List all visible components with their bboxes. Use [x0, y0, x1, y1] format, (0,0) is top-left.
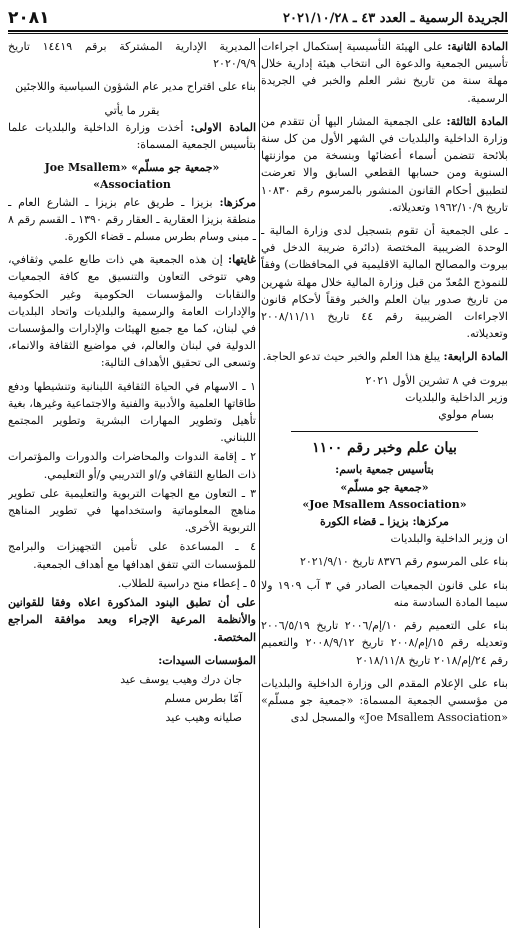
article-3-label: المادة الثالثة:	[446, 114, 508, 128]
goal-item: ٥ ـ إعطاء منح دراسية للطلاب.	[117, 576, 256, 590]
association-hq: مركزها: بزيزا ـ قضاء الكورة	[320, 515, 449, 529]
article-4-label: المادة الرابعة:	[443, 350, 508, 364]
article-4-text: يبلغ هذا العلم والخبر حيث تدعو الحاجة.	[262, 350, 441, 364]
gazette-title: الجريدة الرسمية ـ العدد ٤٣ ـ ٢٠٢١/١٠/٢٨	[282, 10, 508, 26]
notice-title: بيان علم وخبر رقم ١١٠٠	[312, 440, 457, 457]
article-3	[261, 113, 508, 216]
founders-label: المؤسسات السيدات:	[158, 653, 256, 667]
founder-name: جان درك وهيب يوسف عيد	[120, 672, 242, 686]
notice-subtitle: بتأسيس جمعية باسم:	[335, 463, 434, 477]
article-4	[261, 348, 508, 365]
continued-text-1: المديرية الإدارية المشتركة برقم ١٤٤١٩ تاريخ ٢٠٢٠/٩/٩	[8, 40, 256, 71]
headquarters-text: بزيزا ـ طريق عام بزيزا ـ الشارع العام ـ منطقة بزيزا العقارية ـ العقار رقم ١٣٩٠ ـ القسم رقم ٨ ـ مبنى وسام بطرس مسلم ـ قضاء الكورة.	[8, 195, 256, 244]
page-header	[8, 6, 508, 32]
decides-heading: يقرر ما يأتي	[104, 103, 160, 117]
association-full-name: «جمعية جو مسلّم» «Joe Msallem Association»	[44, 161, 220, 192]
goals-text: إن هذه الجمعية هي ذات طابع علمي وثقافي، وهي تتوخى التعاون والتنسيق مع كافة الجمعيات والنقابات والمؤسسات الحكومية وغير الحكومية والإدارات العامة والرسمية والبلديات واتحاد البلديات في لبنان، كما مع جميع الهيئات والإدارات والمؤسسات الدولية في لبنان والعالم، في مواضيع الثقافة والانماء، وتسعى الى تحقيق الأهداف التالية:	[8, 253, 256, 370]
page-number: ٢٠٨١	[8, 8, 50, 28]
minister-intro: ان وزير الداخلية والبلديات	[390, 532, 508, 546]
headquarters-label: مركزها:	[219, 195, 256, 209]
article-1-label: المادة الاولى:	[190, 120, 256, 134]
goals	[8, 251, 256, 371]
right-column	[261, 38, 508, 928]
article-2-text: على الهيئة التأسيسية إستكمال اجراءات تأسيس الجمعية والدعوة الى انتخاب هيئة إدارية خلال مهلة سنة من تاريخ نشر العلم والخبر في الجريدة الرسمية.	[261, 40, 508, 105]
headquarters	[8, 194, 256, 246]
article-3-text: على الجمعية المشار اليها أن تتقدم من وزارة الداخلية والبلديات في الشهر الأول من كل سنة بلائحة تتضمن أسماء أعضائها وبنسخة من موازنتها السنوية ومن حسابها القطعي السابق والا تعرضت لتطبيق أحكام القانون المنشور بالمرسوم رقم ١٠٨٣٠ تاريخ ١٩٦٢/١٠/٩ وتعديلاته.	[261, 114, 508, 214]
founders-list	[8, 671, 256, 727]
legal-basis-2: بناء على قانون الجمعيات الصادر في ٣ آب ١٩٠٩ ولا سيما المادة السادسة منه	[261, 578, 508, 609]
article-1-text: أخذت وزارة الداخلية والبلديات علما بتأسيس الجمعية المسماة:	[8, 120, 256, 152]
founder-name: صليانه وهيب عيد	[165, 711, 242, 725]
article-2	[261, 38, 508, 107]
goals-list	[8, 378, 256, 592]
left-column	[8, 38, 256, 928]
goal-item: ٢ ـ إقامة الندوات والمحاضرات والدورات والمؤتمرات ذات الطابع الثقافي و/او التدريبي و/أو التعليمي.	[8, 450, 256, 481]
minister-title: وزير الداخلية والبلديات	[405, 390, 508, 404]
column-divider	[259, 38, 260, 928]
goal-item: ٣ ـ التعاون مع الجهات التربوية والتعليمية على تطوير مناهج المعلوماتية واستخدامها في تطوير المناهج التربوية الأخرى.	[8, 486, 256, 535]
goal-item: ١ ـ الاسهام في الحياة الثقافية اللبنانية وتنشيطها ودفع طاقاتها العلمية والأدبية والفنية والاجتماعية وغيرها، بغية تأهيل وتطوير المهارات البشرية وتطوير المجتمع اللبناني.	[8, 379, 256, 445]
article-2-label: المادة الثانية:	[447, 40, 508, 53]
legal-basis-4: بناء على الإعلام المقدم الى وزارة الداخلية والبلديات من مؤسسي الجمعية المسماة: «جمعية جو مسلّم» «Joe Msallem Association» والمسجل لدى	[261, 676, 508, 725]
place-date: بيروت في ٨ تشرين الأول ٢٠٢١	[365, 373, 508, 387]
legal-basis-3: بناء على التعميم رقم ١٠/إم/٢٠٠٦ تاريخ ٢٠٠٦/٥/١٩ وتعديله رقم ١٥/إم/٢٠٠٨ تاريخ ٢٠٠٨/٩/١٢ والتعميم رقم ٢٤/إم/٢٠١٨ تاريخ ٢٠١٨/١١/٨	[261, 619, 508, 667]
goal-item: ٤ ـ المساعدة على تأمين التجهيزات والبرامج للمؤسسات التي تتفق اهدافها مع أهداف الجمعية.	[8, 540, 256, 571]
goals-label: غايتها:	[228, 253, 256, 267]
association-name-ar: «جمعية جو مسلّم»	[340, 480, 429, 494]
founder-name: آمّا بطرس مسلم	[164, 692, 242, 706]
header-rule	[8, 33, 508, 34]
association-name-en: «Joe Msallem Association»	[302, 497, 467, 511]
article-1	[8, 119, 256, 153]
continued-text-2: بناء على اقتراح مدير عام الشؤون السياسية واللاجئين	[15, 80, 256, 94]
article-3-text-2: ـ على الجمعية أن تقوم بتسجيل لدى وزارة المالية ـ الوحدة الضريبية المختصة (دائرة ضريبة الدخل في بيروت والمصالح المالية الاقليمية في المحافظات) وفقاً للنموذج المُعدّ من قبل وزارة المالية خلال مهلة شهرين من تاريخ صدور بيان العلم والخبر وفقاً لأحكام قانون الاجراءات الضريبية رقم ٤٤ تاريخ ٢٠٠٨/١١/١١ وتعديلاته.	[261, 224, 508, 341]
closing-clause: على أن تطبق البنود المذكورة اعلاه وفقا للقوانين والأنظمة المرعية الإجراء وبعد موافقة المراجع المختصة.	[8, 596, 256, 644]
section-separator	[291, 431, 478, 432]
legal-basis-1: بناء على المرسوم رقم ٨٣٧٦ تاريخ ٢٠٢١/٩/١٠	[299, 555, 508, 569]
minister-name: بسام مولوي	[438, 408, 494, 422]
